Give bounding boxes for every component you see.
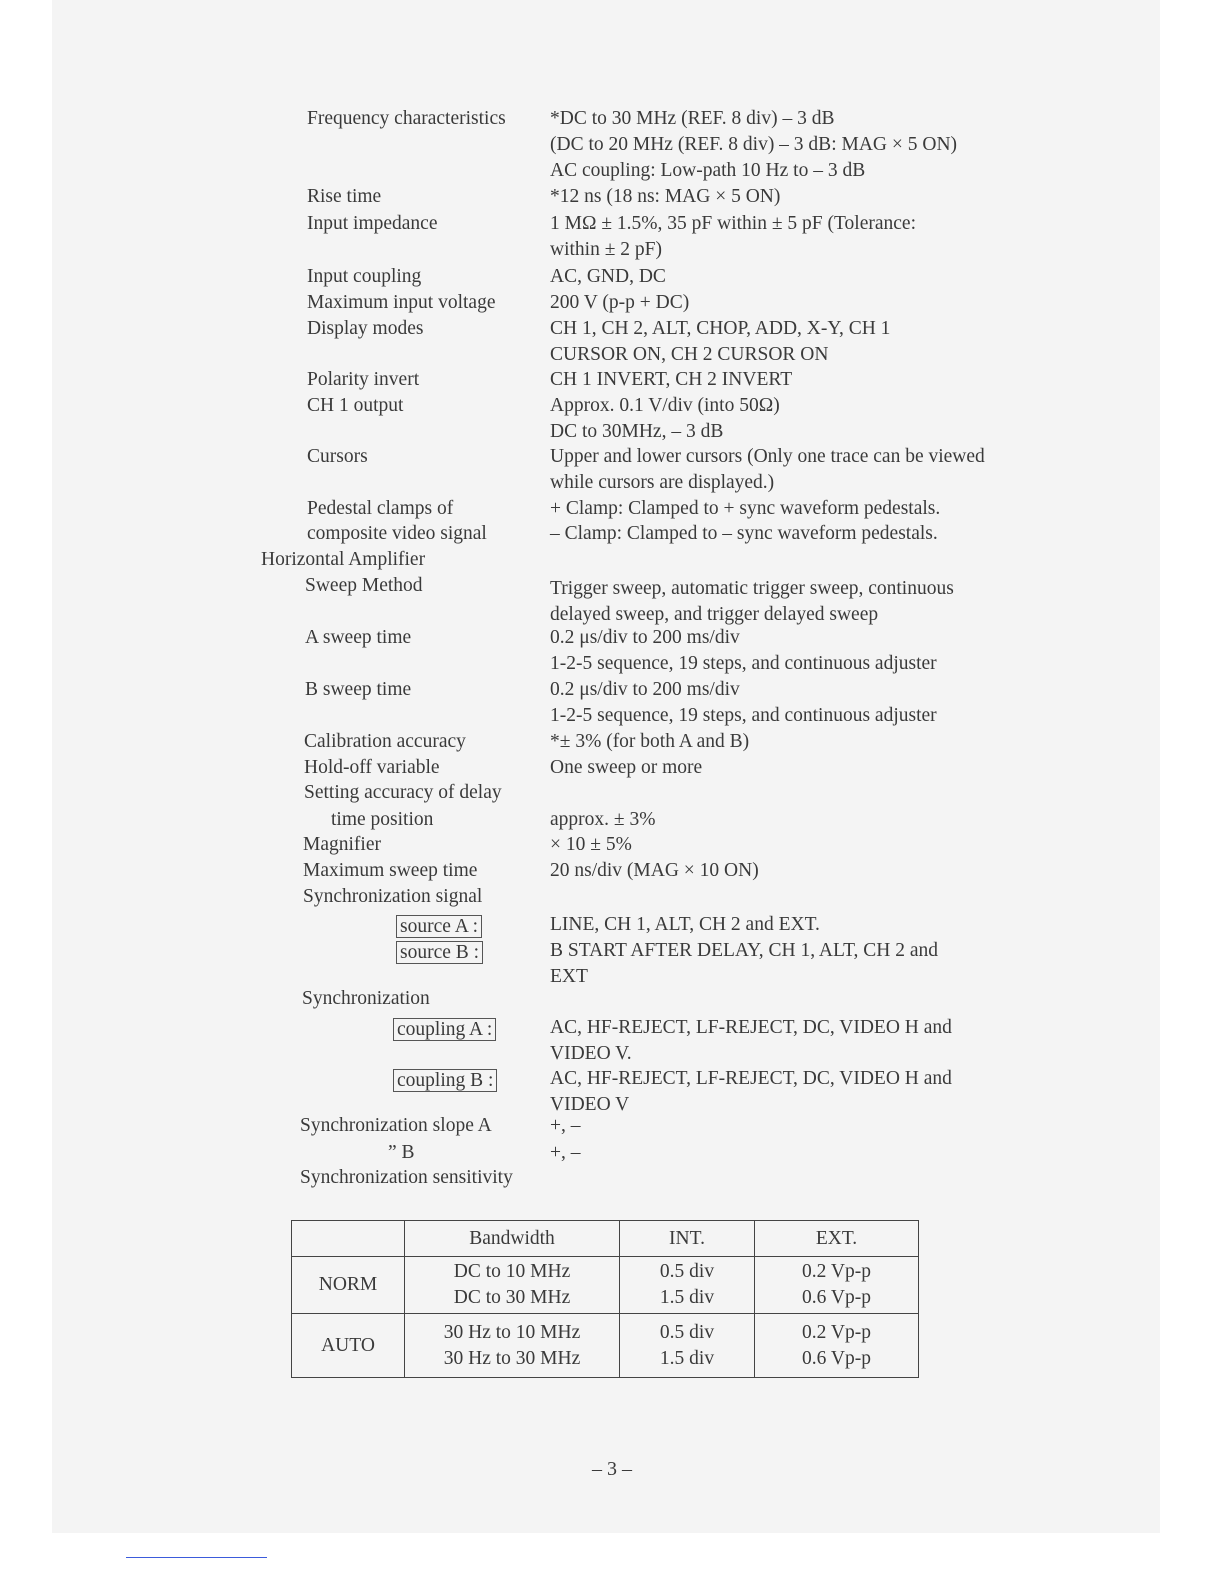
spec-label: coupling A : — [393, 1017, 496, 1043]
spec-label: coupling B : — [393, 1068, 497, 1094]
spec-value: B START AFTER DELAY, CH 1, ALT, CH 2 and — [550, 940, 939, 961]
spec-value: 1 MΩ ± 1.5%, 35 pF within ± 5 pF (Tolerance: — [550, 213, 916, 234]
spec-label: source B : — [396, 940, 483, 966]
spec-value: LINE, CH 1, ALT, CH 2 and EXT. — [550, 914, 820, 935]
spec-value: Upper and lower cursors (Only one trace can be viewed — [550, 446, 985, 467]
spec-value: 20 ns/div (MAG × 10 ON) — [550, 860, 759, 881]
spec-label: Maximum sweep time — [303, 860, 478, 881]
spec-label: Synchronization signal — [303, 886, 483, 907]
spec-value: AC, GND, DC — [550, 266, 666, 287]
spec-value: × 10 ± 5% — [550, 834, 632, 855]
spec-value: 1-2-5 sequence, 19 steps, and continuous adjuster — [550, 653, 937, 674]
spec-value: CH 1, CH 2, ALT, CHOP, ADD, X-Y, CH 1 — [550, 318, 891, 339]
table-header-mode — [292, 1221, 405, 1257]
spec-label: Synchronization — [302, 988, 430, 1009]
spec-value: CURSOR ON, CH 2 CURSOR ON — [550, 344, 829, 365]
spec-value: AC, HF-REJECT, LF-REJECT, DC, VIDEO H and — [550, 1068, 952, 1089]
int-cell: 0.5 div 1.5 div — [620, 1257, 755, 1314]
spec-value: AC coupling: Low-path 10 Hz to – 3 dB — [550, 160, 866, 181]
spec-label: Polarity invert — [307, 369, 420, 390]
spec-label: Input coupling — [307, 266, 422, 287]
spec-value: *± 3% (for both A and B) — [550, 731, 750, 752]
ext-cell: 0.2 Vp-p 0.6 Vp-p — [755, 1314, 919, 1378]
spec-value: One sweep or more — [550, 757, 703, 778]
spec-label: B sweep time — [305, 679, 412, 700]
spec-value: – Clamp: Clamped to – sync waveform pedestals. — [550, 523, 938, 544]
spec-value: + Clamp: Clamped to + sync waveform pedestals. — [550, 498, 941, 519]
spec-value: 200 V (p-p + DC) — [550, 292, 690, 313]
spec-label: Calibration accuracy — [304, 731, 466, 752]
spec-value: within ± 2 pF) — [550, 239, 663, 260]
spec-value: approx. ± 3% — [550, 809, 656, 830]
spec-value: (DC to 20 MHz (REF. 8 div) – 3 dB: MAG × 5 ON) — [550, 134, 958, 155]
spec-label: composite video signal — [307, 523, 487, 544]
spec-label: Pedestal clamps of — [307, 498, 454, 519]
spec-value: VIDEO V — [550, 1094, 630, 1115]
spec-value: DC to 30MHz, – 3 dB — [550, 421, 724, 442]
spec-label: Maximum input voltage — [307, 292, 496, 313]
spec-value: *12 ns (18 ns: MAG × 5 ON) — [550, 186, 781, 207]
spec-label: Frequency characteristics — [307, 108, 506, 129]
link-underline — [126, 1557, 267, 1558]
spec-label: Hold-off variable — [304, 757, 440, 778]
spec-label: source A : — [396, 914, 482, 940]
spec-value: *DC to 30 MHz (REF. 8 div) – 3 dB — [550, 108, 835, 129]
spec-label: Synchronization sensitivity — [300, 1167, 513, 1188]
spec-value: AC, HF-REJECT, LF-REJECT, DC, VIDEO H and — [550, 1017, 952, 1038]
spec-label: Synchronization slope A — [300, 1115, 492, 1136]
spec-label: Display modes — [307, 318, 424, 339]
spec-value: +, – — [550, 1142, 581, 1163]
spec-label: Horizontal Amplifier — [261, 549, 426, 570]
spec-value: Trigger sweep, automatic trigger sweep, continuous — [550, 578, 954, 599]
spec-value: delayed sweep, and trigger delayed sweep — [550, 604, 879, 625]
spec-label: time position — [331, 809, 434, 830]
spec-value: EXT — [550, 966, 588, 987]
bandwidth-cell: 30 Hz to 10 MHz 30 Hz to 30 MHz — [405, 1314, 620, 1378]
bandwidth-cell: DC to 10 MHz DC to 30 MHz — [405, 1257, 620, 1314]
spec-value: while cursors are displayed.) — [550, 472, 775, 493]
spec-value: CH 1 INVERT, CH 2 INVERT — [550, 369, 793, 390]
table-header-int: INT. — [620, 1221, 755, 1257]
spec-label: Setting accuracy of delay — [304, 782, 502, 803]
ext-cell: 0.2 Vp-p 0.6 Vp-p — [755, 1257, 919, 1314]
spec-value: 1-2-5 sequence, 19 steps, and continuous adjuster — [550, 705, 937, 726]
page-number: – 3 – — [592, 1458, 632, 1480]
spec-label: Cursors — [307, 446, 368, 467]
spec-value: Approx. 0.1 V/div (into 50Ω) — [550, 395, 780, 416]
spec-value: 0.2 μs/div to 200 ms/div — [550, 627, 740, 648]
spec-label: Sweep Method — [305, 575, 423, 596]
spec-label: Rise time — [307, 186, 382, 207]
int-cell: 0.5 div 1.5 div — [620, 1314, 755, 1378]
spec-label: Input impedance — [307, 213, 438, 234]
table-header-bandwidth: Bandwidth — [405, 1221, 620, 1257]
spec-label: Magnifier — [303, 834, 381, 855]
spec-value: +, – — [550, 1115, 581, 1136]
spec-value: 0.2 μs/div to 200 ms/div — [550, 679, 740, 700]
spec-value: VIDEO V. — [550, 1043, 632, 1064]
table-row — [292, 1314, 919, 1378]
spec-label: CH 1 output — [307, 395, 404, 416]
sync-sensitivity-table — [291, 1220, 919, 1378]
mode-cell: AUTO — [292, 1314, 405, 1378]
mode-cell: NORM — [292, 1257, 405, 1314]
table-row — [292, 1257, 919, 1314]
table-header-ext: EXT. — [755, 1221, 919, 1257]
spec-label: ” B — [388, 1142, 415, 1163]
spec-label: A sweep time — [305, 627, 412, 648]
